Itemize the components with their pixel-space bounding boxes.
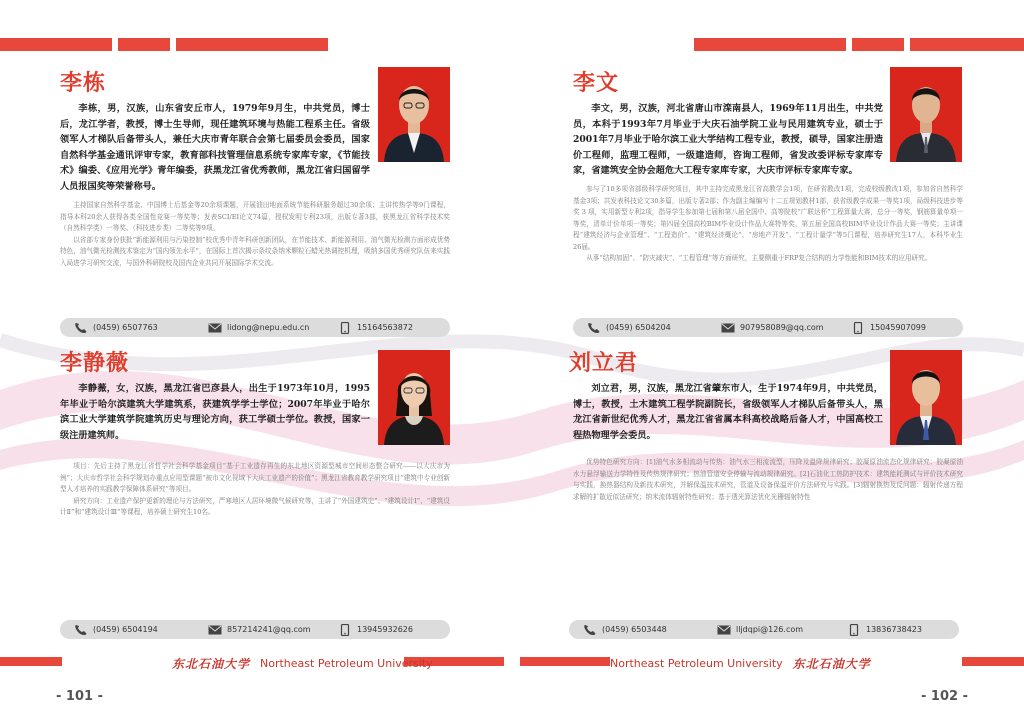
top-bar-right-3 [910, 38, 1024, 51]
page-number-right: - 102 - [921, 689, 968, 704]
contact-bar [573, 318, 963, 337]
research-paragraph: 研究方向：工业遗产保护更新的理论与方法研究，严寒地区人居环境微气候研究等，主讲了“外国建筑史”、“建筑设计Ⅰ”、“建筑设计Ⅱ”和“建筑设计Ⅲ”等课程，培养硕士研究生10名。 [60, 496, 450, 516]
contact-phone[interactable] [583, 624, 667, 636]
research-paragraph: 项目：先后主持了黑龙江省哲学社会科学基金项目“基于工业遗存再生的东北地区资源型城市空间形态整合研究——以大庆市为例”；大庆市哲学社会科学规划办重点应用型课题“被市文化视域下大庆工业遗产的价值”；黑龙江省教育教学研究项目“建筑中专业创新型人才培养的实践教学保障体系研究”等项目。 [60, 462, 450, 493]
profile-bio: 李文，男，汉族，河北省唐山市滦南县人，1969年11月出生，中共党员，本科于1993年7月毕业于大庆石油学院工业与民用建筑专业，硕士于2001年7月毕业于哈尔滨工业大学结构工程专业，教授，硕导，国家注册造价工程师，监理工程师，一级建造师，咨询工程师，省发改委评标专家库专家，省建筑安全协会超危大工程专家库专家，大庆市评标专家库专家。 [573, 103, 883, 176]
profile-research [60, 461, 450, 519]
top-bar-left-2 [118, 38, 170, 51]
contact-email[interactable] [717, 624, 803, 636]
mobile-number: 13945932626 [357, 625, 413, 634]
mobile-icon [847, 624, 861, 636]
mobile-number: 15045907099 [870, 323, 926, 332]
research-paragraph: 主持国家自然科学基金、中国博士后基金等20余项课题，开展油田地面系统节能科研服务超过30余项；主讲传热学等9门课程，指导本科20余人获得各类全国性竞赛一等奖等；发表SCI/EI论文74篇，授权发明专利23项，出版专著3部，获黑龙江省科学技术奖（自然科学类）一等奖、（科技进步类）二等奖等9项。 [60, 201, 450, 232]
contact-bar [60, 318, 450, 337]
mobile-icon [851, 322, 865, 334]
phone-icon [74, 624, 88, 636]
phone-number: (0459) 6507763 [93, 323, 158, 332]
contact-mobile[interactable] [338, 624, 413, 636]
top-bar-left-1 [0, 38, 112, 51]
email-icon [208, 624, 222, 636]
contact-mobile[interactable] [847, 624, 922, 636]
contact-bar [569, 620, 959, 639]
footer-left [172, 655, 433, 672]
profile-name: 刘立君 [569, 351, 639, 376]
profile-bio: 刘立君，男，汉族，黑龙江省肇东市人，生于1974年9月，中共党员，博士，教授，土木建筑工程学院副院长，省级领军人才梯队后备带头人，黑龙江省新世纪优秀人才，黑龙江省省属本科高校战略后备人才，中国高校工程热物理学会委员。 [573, 383, 883, 441]
email-icon [721, 322, 735, 334]
contact-phone[interactable] [587, 322, 671, 334]
footer-bar-right-2 [962, 657, 1024, 666]
profile-research [573, 457, 963, 503]
contact-email[interactable] [208, 322, 309, 334]
profile-research [573, 184, 963, 265]
contact-phone[interactable] [74, 322, 158, 334]
mobile-icon [338, 322, 352, 334]
email-icon [717, 624, 731, 636]
page-number-left: - 101 - [56, 689, 103, 704]
phone-icon [74, 322, 88, 334]
research-paragraph: 以省部专家身份获批“新能源利用与污染控制”校优秀中青年科研创新团队，在节能技术、新能源利用、油气微光检测方面形成优势特色，油气微光检测技术鉴定为“国内领先水平”，在国际上首次揭示条纹条纳米颗粒石蜡光热调控机理，吸纳多国优秀研究队伍来实践入局进学习研究交流，与国外科研院校及国内企业共同开展国际学术交流。 [60, 235, 450, 267]
profile-photo [378, 67, 450, 162]
mobile-number: 13836738423 [866, 625, 922, 634]
profile-photo [378, 350, 450, 445]
contact-phone[interactable] [74, 624, 158, 636]
school-logo: 东北石油大学 [172, 657, 251, 671]
profile-name: 李栋 [60, 71, 107, 96]
contact-mobile[interactable] [851, 322, 926, 334]
profile-bio: 李静薇，女，汉族，黑龙江省巴彦县人，出生于1973年10月，1995年毕业于哈尔滨建筑大学建筑系，获建筑学学士学位；2007年毕业于哈尔滨工业大学建筑学院建筑历史与理论方向，获工学硕士学位。教授，国家一级注册建筑师。 [60, 383, 370, 441]
mobile-icon [338, 624, 352, 636]
top-bar-left-3 [176, 38, 328, 51]
top-bar-right-2 [852, 38, 904, 51]
top-bar-right-1 [694, 38, 846, 51]
profile-name: 李静薇 [60, 351, 130, 376]
profile-photo [890, 350, 962, 445]
contact-bar [60, 620, 450, 639]
email-address: 907958089@qq.com [740, 323, 824, 332]
contact-email[interactable] [721, 322, 824, 334]
mobile-number: 15164563872 [357, 323, 413, 332]
email-address: lljdqpi@126.com [736, 625, 804, 634]
profile-name: 李文 [573, 71, 620, 96]
email-address: 857214241@qq.com [227, 625, 311, 634]
contact-email[interactable] [208, 624, 311, 636]
contact-mobile[interactable] [338, 322, 413, 334]
phone-number: (0459) 6504204 [606, 323, 671, 332]
profile-photo [890, 67, 962, 162]
profile-research [60, 200, 450, 269]
phone-icon [583, 624, 597, 636]
research-paragraph: 从事“结构加固”、“防灾减灾”、“工程管理”等方面研究，主要侧重于FRP复合结构的力学性能和BIM技术的应用研究。 [586, 254, 932, 262]
phone-icon [587, 322, 601, 334]
school-logo: 东北石油大学 [792, 657, 871, 671]
footer-bar-left [0, 657, 62, 666]
phone-number: (0459) 6503448 [602, 625, 667, 634]
research-paragraph: 参与了10多项省部级科学研究项目，其中主持完成黑龙江省高教学会1项，在研省教改1项，完成校级教改1项，参加省自然科学基金3项；共发表科技论文30多篇，出版专著2部；作为副主编编写十二五规划教材1部，获省级教学成果一等奖1项，局级科技进步等奖 3 项，实用新型专利2项，指导学生参加第七届和第八届全国中、高等院校“广联达杯”工程算量大赛，总分一等奖，钢筋算量单项一等奖，清单计价单项一等奖；第四届全国高校BIM毕业设计作品大赛特等奖，第五届全国高校BIM毕业设计作品大赛一等奖；主讲课程“建筑经济与企业管理”、“工程造价”、“建筑经济概论”、“房地产开发”、“工程计量学”等5门课程，培养研究生17人，本科毕业生26届。 [573, 185, 963, 251]
research-paragraph: 优势特色研究方向：[1]油气水多相流动与传热：油气水三相流流型，压降及温降规律研究；胶凝原油流态化规律研究；胶凝原油水力悬浮输送力学特性及传热规律研究；热油管道安全停输与流动规律研究。[2]石油化工热防护技术：建筑能耗测试与评价技术研究与实践，换热器结构及新技术研究，并解保温技术研究，管道及设备保温评价方法研究与实践。[3]辐射换热及反问题：辐射传递方程求解的扩散近似法研究；纳米流体辐射特性研究；基于透光算法优化光栅辐射特性 [573, 458, 963, 501]
footer-bar-right [520, 657, 610, 666]
phone-number: (0459) 6504194 [93, 625, 158, 634]
email-icon [208, 322, 222, 334]
footer-right [610, 655, 871, 672]
university-name: Northeast Petroleum University [610, 657, 783, 670]
email-address: lidong@nepu.edu.cn [227, 323, 310, 332]
profile-bio: 李栋，男，汉族，山东省安丘市人，1979年9月生，中共党员，博士后，龙江学者，教授，博士生导师，现任建筑环境与热能工程系主任。省级领军人才梯队后备带头人，兼任大庆市青年联合会第七届委员会委员，国家自然科学基金通讯评审专家，教育部科技管理信息系统专家库专家，《节能技术》编委、《应用光学》青年编委，获黑龙江省优秀教师，黑龙江省归国留学人员报国奖等荣誉称号。 [60, 103, 370, 192]
university-name: Northeast Petroleum University [260, 657, 433, 670]
